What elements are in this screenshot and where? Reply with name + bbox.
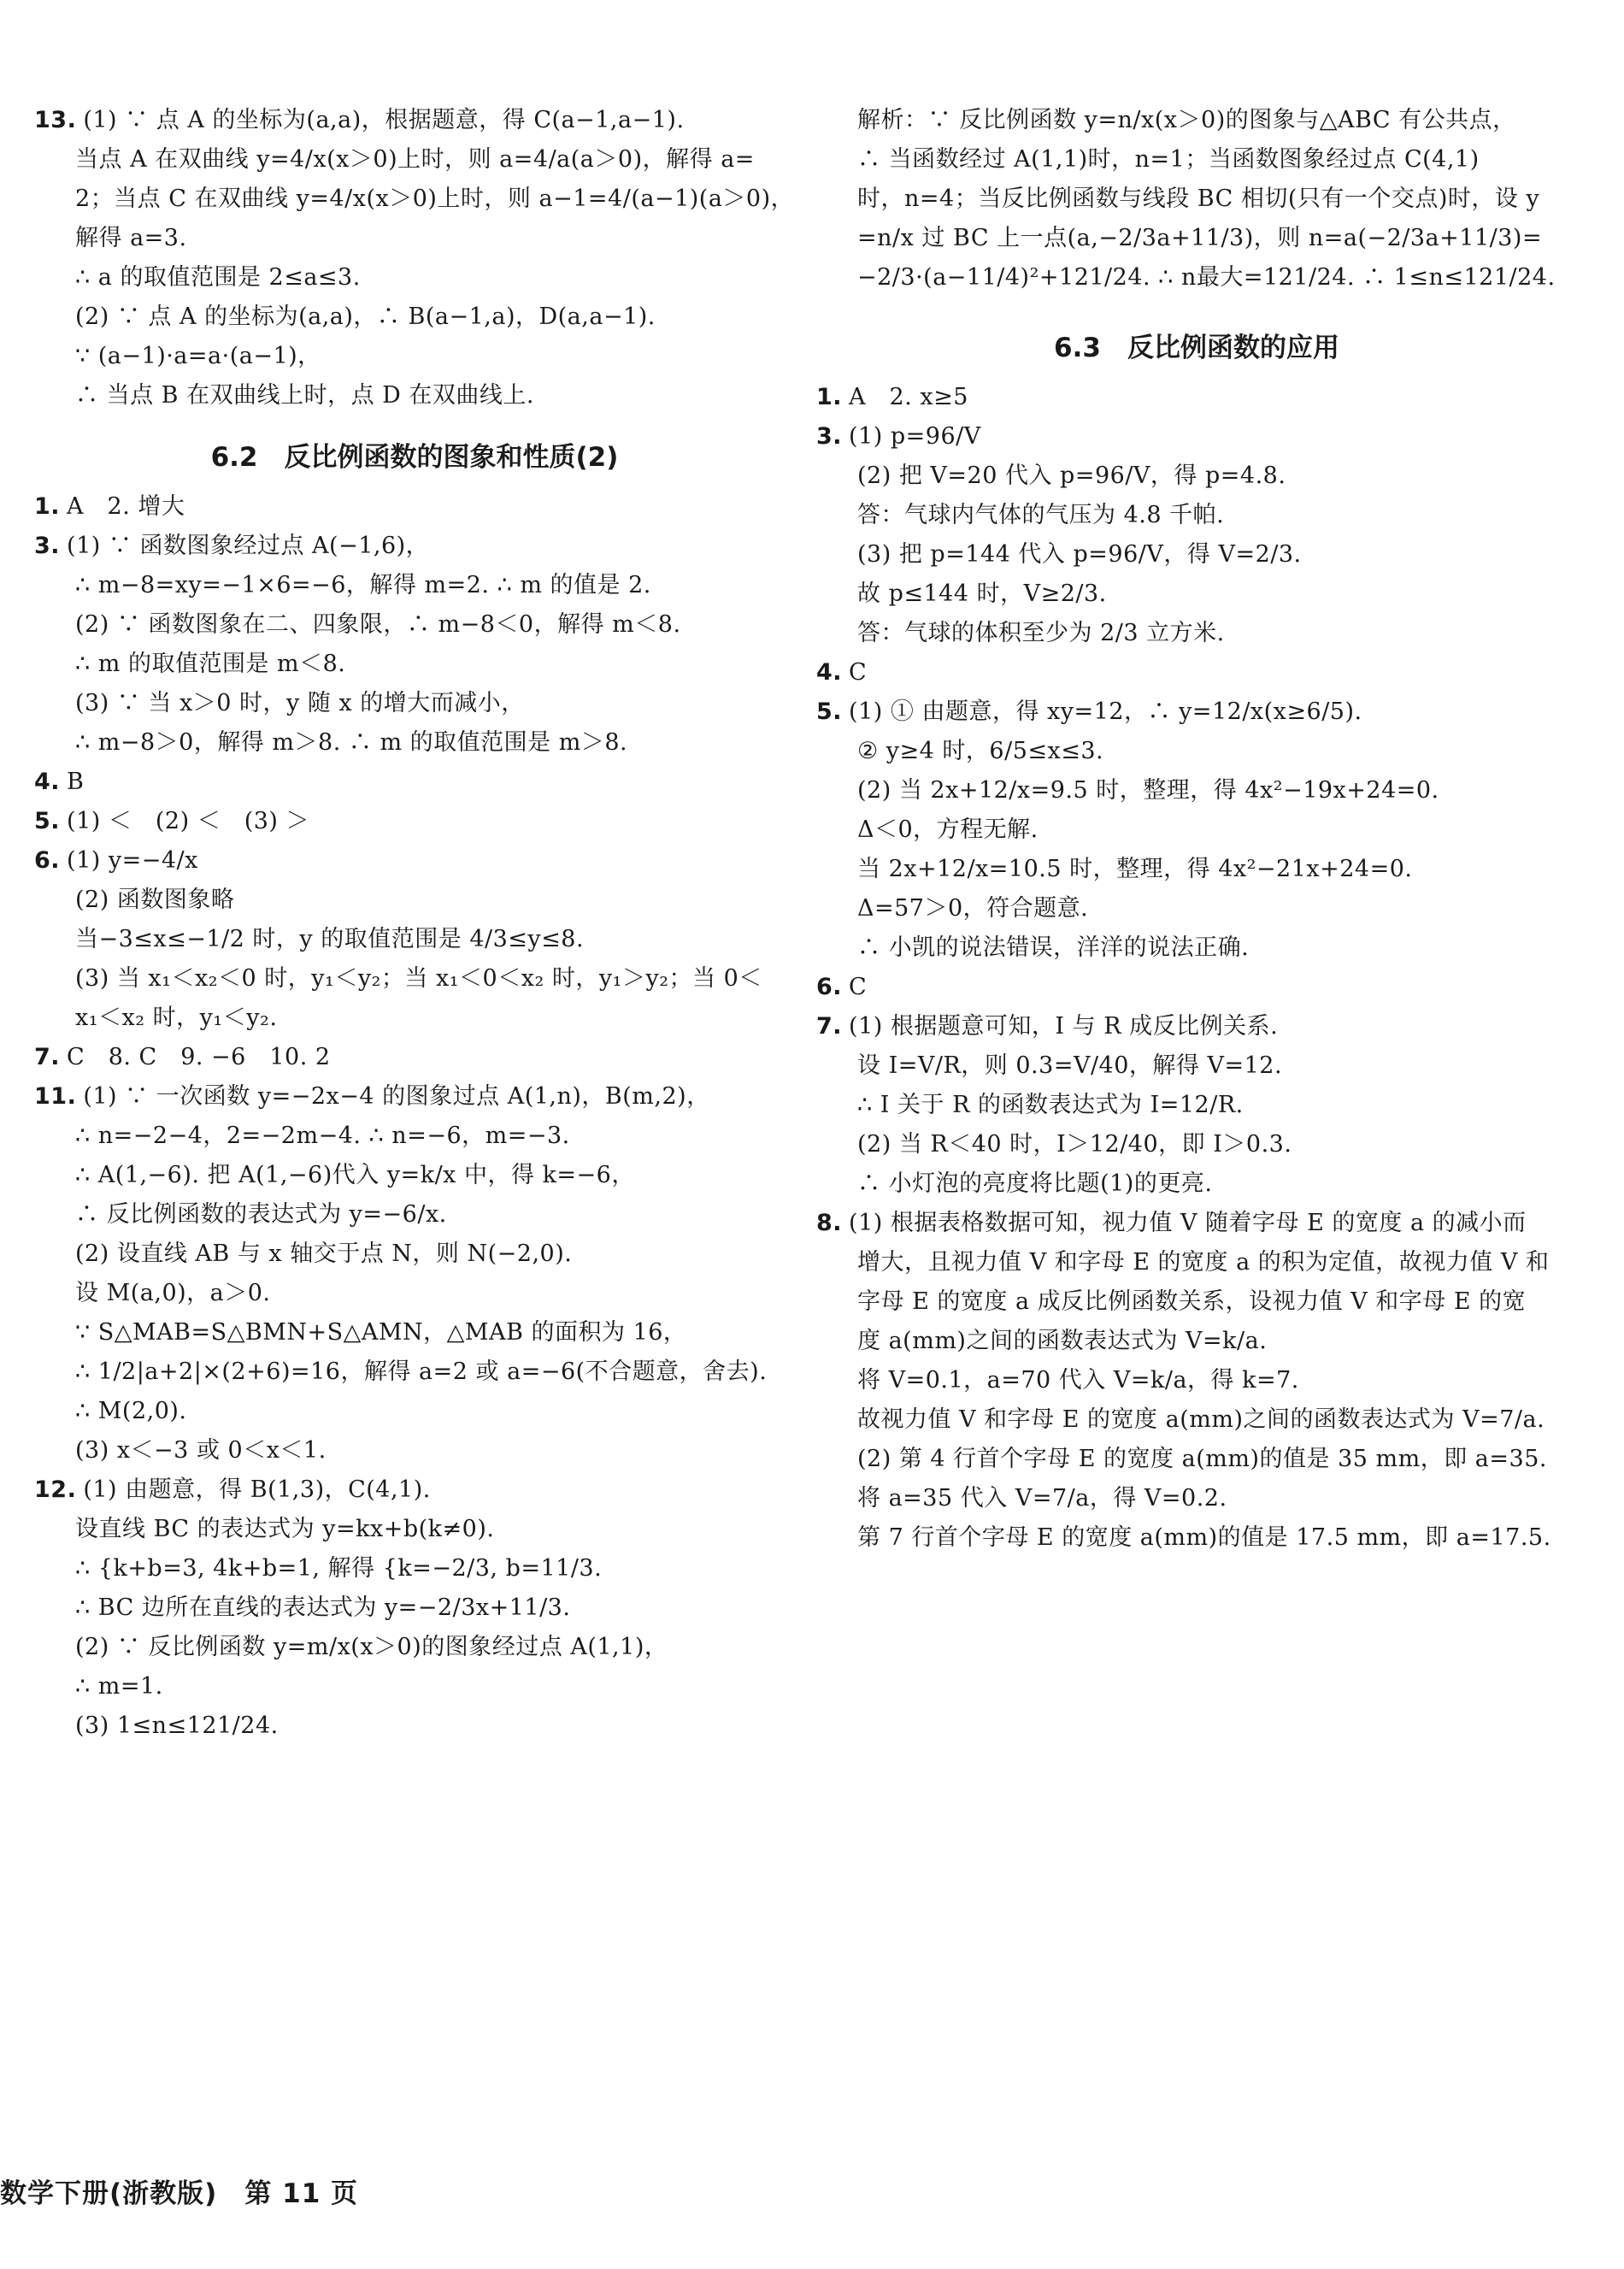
line-text: (2) 第 4 行首个字母 E 的宽度 a(mm)的值是 35 mm，即 a=35. (857, 1446, 1547, 1472)
line-text: (2) 把 V=20 代入 p=96/V，得 p=4.8. (857, 463, 1286, 489)
answer-line (816, 810, 1577, 850)
answer-item (816, 968, 1577, 1007)
answer-line (34, 1706, 795, 1746)
answer-line (34, 1195, 795, 1235)
line-text: (2) ∵ 点 A 的坐标为(a,a)，∴ B(a−1,a)，D(a,a−1). (75, 304, 656, 330)
line-text: (3) 把 p=144 代入 p=96/V，得 V=2/3. (857, 541, 1302, 568)
answer-line (816, 219, 1577, 258)
line-text: ∴ m−8＞0，解得 m＞8. ∴ m 的取值范围是 m＞8. (75, 729, 628, 756)
answer-item (816, 1204, 1577, 1243)
answer-line (34, 1117, 795, 1156)
item-number: 8. (816, 1210, 843, 1236)
answer-line (34, 258, 795, 298)
answer-item (816, 692, 1577, 732)
item-number: 3. (34, 533, 61, 559)
answer-line (34, 1156, 795, 1195)
line-text: 故视力值 V 和字母 E 的宽度 a(mm)之间的函数表达式为 V=7/a. (857, 1406, 1545, 1433)
line-text: Δ=57＞0，符合题意. (857, 895, 1089, 922)
line-text: C 8. C 9. −6 10. 2 (67, 1044, 331, 1070)
answer-line (816, 1400, 1577, 1440)
answer-line (34, 1628, 795, 1667)
answer-line (816, 140, 1577, 180)
line-text: A 2. 增大 (67, 493, 185, 520)
line-text: (1) 根据题意可知，I 与 R 成反比例关系. (849, 1013, 1279, 1040)
line-text: ∴ m 的取值范围是 m＜8. (75, 651, 346, 677)
line-text: 2；当点 C 在双曲线 y=4/x(x＞0)上时，则 a−1=4/(a−1)(a＞0)， (75, 186, 795, 212)
answer-line (816, 535, 1577, 575)
answer-line (816, 614, 1577, 653)
answer-line (34, 1353, 795, 1392)
line-text: 设 I=V/R，则 0.3=V/40，解得 V=12. (857, 1052, 1283, 1079)
answer-item (34, 487, 795, 527)
item-number: 7. (816, 1013, 843, 1040)
line-text: −2/3·(a−11/4)²+121/24. ∴ n最大=121/24. ∴ 1≤n≤121/24. (857, 264, 1556, 291)
answer-line (34, 723, 795, 763)
answer-line (816, 180, 1577, 219)
line-text: (1) 根据表格数据可知，视力值 V 随着字母 E 的宽度 a 的减小而 (849, 1210, 1527, 1236)
line-text: 当−3≤x≤−1/2 时，y 的取值范围是 4/3≤y≤8. (75, 926, 585, 952)
answer-line (34, 1313, 795, 1353)
line-text: 将 V=0.1，a=70 代入 V=k/a，得 k=7. (857, 1367, 1299, 1394)
line-text: (1) ∵ 函数图象经过点 A(−1,6)， (67, 533, 430, 559)
line-text: 将 a=35 代入 V=7/a，得 V=0.2. (857, 1485, 1227, 1512)
line-text: ∴ 当点 B 在双曲线上时，点 D 在双曲线上. (75, 382, 534, 409)
answer-line (34, 959, 795, 999)
line-text: 解得 a=3. (75, 225, 187, 251)
answer-line (816, 1282, 1577, 1322)
line-text: ∴ A(1,−6). 把 A(1,−6)代入 y=k/x 中，得 k=−6， (75, 1162, 635, 1188)
answer-line (816, 928, 1577, 968)
line-text: =n/x 过 BC 上一点(a,−2/3a+11/3)，则 n=a(−2/3a+11/3)= (857, 225, 1543, 251)
line-text: (3) 当 x₁＜x₂＜0 时，y₁＜y₂；当 x₁＜0＜x₂ 时，y₁＞y₂；当 0＜ (75, 965, 762, 992)
answer-line (34, 999, 795, 1038)
line-text: (1) ∵ 一次函数 y=−2x−4 的图象过点 A(1,n)，B(m,2)， (83, 1083, 710, 1110)
line-text: Δ＜0，方程无解. (857, 816, 1039, 843)
line-text: 时，n=4；当反比例函数与线段 BC 相切(只有一个交点)时，设 y (857, 186, 1540, 212)
answer-line (34, 881, 795, 920)
line-text: (3) x＜−3 或 0＜x＜1. (75, 1437, 327, 1464)
page-footer: 数学下册(浙教版) 第 11 页 (0, 2178, 359, 2209)
answer-line (34, 1392, 795, 1431)
answer-line (34, 140, 795, 180)
item-number: 4. (34, 769, 61, 795)
line-text: ∴ a 的取值范围是 2≤a≤3. (75, 264, 361, 291)
item-number: 13. (34, 107, 77, 133)
item-number: 11. (34, 1083, 77, 1110)
answer-item (816, 653, 1577, 692)
line-text: ∴ 1/2|a+2|×(2+6)=16，解得 a=2 或 a=−6(不合题意，舍去). (75, 1358, 768, 1385)
item-number: 7. (34, 1044, 61, 1070)
line-text: ∴ n=−2−4，2=−2m−4. ∴ n=−6，m=−3. (75, 1123, 570, 1149)
answer-line (816, 1046, 1577, 1086)
line-text: (1) y=−4/x (67, 847, 198, 874)
answer-line (34, 566, 795, 605)
answer-line (34, 1274, 795, 1313)
line-text: 字母 E 的宽度 a 成反比例函数关系，设视力值 V 和字母 E 的宽 (857, 1288, 1527, 1315)
line-text: ∴ 小灯泡的亮度将比题(1)的更亮. (857, 1170, 1213, 1197)
item-number: 3. (816, 423, 843, 450)
answer-line (34, 180, 795, 219)
answer-line (816, 1322, 1577, 1361)
answer-item (34, 763, 795, 802)
line-text: ∴ M(2,0). (75, 1398, 187, 1424)
answer-line (34, 684, 795, 723)
line-text: ∴ {k+b=3, 4k+b=1, 解得 {k=−2/3, b=11/3. (75, 1555, 603, 1582)
answer-item (816, 378, 1577, 417)
line-text: (2) ∵ 函数图象在二、四象限，∴ m−8＜0，解得 m＜8. (75, 611, 681, 638)
line-text: (3) 1≤n≤121/24. (75, 1712, 279, 1739)
line-text: (1) p=96/V (849, 423, 981, 450)
answer-line (816, 258, 1577, 298)
answer-item (34, 1038, 795, 1077)
answer-line (34, 1667, 795, 1706)
answer-line (816, 1361, 1577, 1400)
answer-line (34, 298, 795, 337)
line-text: 度 a(mm)之间的函数表达式为 V=k/a. (857, 1328, 1268, 1354)
line-text: ∴ BC 边所在直线的表达式为 y=−2/3x+11/3. (75, 1594, 571, 1621)
answer-item (34, 1077, 795, 1117)
left-column (34, 101, 795, 1746)
item-number: 6. (34, 847, 61, 874)
line-text: (2) 函数图象略 (75, 887, 235, 913)
line-text: ∴ 小凯的说法错误，洋洋的说法正确. (857, 934, 1250, 961)
answer-line (34, 376, 795, 415)
item-number: 12. (34, 1476, 77, 1503)
line-text: (1) ① 由题意，得 xy=12，∴ y=12/x(x≥6/5). (849, 698, 1362, 725)
item-number: 5. (34, 808, 61, 834)
line-text: (2) 设直线 AB 与 x 轴交于点 N，则 N(−2,0). (75, 1241, 573, 1267)
answer-line (34, 219, 795, 258)
line-text: ② y≥4 时，6/5≤x≤3. (857, 738, 1104, 764)
answer-line (816, 771, 1577, 810)
line-text: ∴ 当函数经过 A(1,1)时，n=1；当函数图象经过点 C(4,1) (857, 146, 1480, 173)
line-text: B (67, 769, 85, 795)
line-text: (3) ∵ 当 x＞0 时，y 随 x 的增大而减小， (75, 690, 525, 716)
line-text: 设 M(a,0)，a＞0. (75, 1280, 271, 1306)
answer-line (816, 1125, 1577, 1164)
answer-line (816, 1440, 1577, 1479)
item-number: 4. (816, 659, 843, 686)
line-text: A 2. x≥5 (849, 384, 968, 410)
line-text: C (849, 659, 868, 686)
line-text: 第 7 行首个字母 E 的宽度 a(mm)的值是 17.5 mm，即 a=17.5. (857, 1524, 1551, 1551)
line-text: (1) 由题意，得 B(1,3)，C(4,1). (83, 1476, 431, 1503)
line-text: (2) 当 R＜40 时，I＞12/40，即 I＞0.3. (857, 1131, 1292, 1158)
line-text: 增大，且视力值 V 和字母 E 的宽度 a 的积为定值，故视力值 V 和 (857, 1249, 1550, 1276)
answer-line (34, 1510, 795, 1549)
answer-line (816, 1518, 1577, 1558)
line-text: ∴ m=1. (75, 1673, 163, 1700)
section-heading: 6.3 反比例函数的应用 (1054, 333, 1339, 363)
answer-line (34, 645, 795, 684)
answer-line (34, 605, 795, 645)
line-text: (2) ∵ 反比例函数 y=m/x(x＞0)的图象经过点 A(1,1)， (75, 1634, 668, 1660)
line-text: ∴ 反比例函数的表达式为 y=−6/x. (75, 1201, 447, 1228)
answer-item (34, 527, 795, 566)
answer-item (34, 802, 795, 841)
answer-line (816, 732, 1577, 771)
answer-line (816, 1479, 1577, 1518)
item-number: 1. (34, 493, 61, 520)
line-text: x₁＜x₂ 时，y₁＜y₂. (75, 1005, 278, 1031)
answer-line (34, 1588, 795, 1628)
line-text: ∴ m−8=xy=−1×6=−6，解得 m=2. ∴ m 的值是 2. (75, 572, 651, 598)
answer-line (34, 920, 795, 959)
answer-line (816, 1164, 1577, 1204)
answer-line (34, 337, 795, 376)
line-text: (1) ＜ (2) ＜ (3) ＞ (67, 808, 310, 834)
line-text: 设直线 BC 的表达式为 y=kx+b(k≠0). (75, 1516, 495, 1542)
answer-item (34, 841, 795, 881)
line-text: ∴ I 关于 R 的函数表达式为 I=12/R. (857, 1092, 1244, 1118)
line-text: ∵ (a−1)·a=a·(a−1)， (75, 343, 321, 369)
line-text: 答：气球的体积至少为 2/3 立方米. (857, 620, 1225, 646)
answer-line (816, 850, 1577, 889)
answer-line (816, 101, 1577, 140)
answer-line (34, 1235, 795, 1274)
answer-line (816, 1086, 1577, 1125)
answer-line (816, 575, 1577, 614)
right-column (816, 101, 1577, 1558)
answer-line (34, 1431, 795, 1470)
answer-line (816, 1243, 1577, 1282)
answer-line (816, 457, 1577, 496)
answer-item (816, 417, 1577, 457)
item-number: 6. (816, 974, 843, 1000)
item-number: 1. (816, 384, 843, 410)
answer-line (816, 889, 1577, 928)
line-text: (2) 当 2x+12/x=9.5 时，整理，得 4x²−19x+24=0. (857, 777, 1439, 804)
item-number: 5. (816, 698, 843, 725)
answer-item (34, 1470, 795, 1510)
line-text: 当 2x+12/x=10.5 时，整理，得 4x²−21x+24=0. (857, 856, 1413, 882)
answer-line (34, 1549, 795, 1588)
line-text: ∵ S△MAB=S△BMN+S△AMN，△MAB 的面积为 16， (75, 1319, 687, 1346)
line-text: 故 p≤144 时，V≥2/3. (857, 581, 1107, 607)
section-heading: 6.2 反比例函数的图象和性质(2) (210, 442, 619, 473)
line-text: 答：气球内气体的气压为 4.8 千帕. (857, 502, 1225, 528)
line-text: 当点 A 在双曲线 y=4/x(x＞0)上时，则 a=4/a(a＞0)，解得 a= (75, 146, 755, 173)
answer-line (816, 496, 1577, 535)
answer-item (34, 101, 795, 140)
line-text: 解析：∵ 反比例函数 y=n/x(x＞0)的图象与△ABC 有公共点， (857, 107, 1516, 133)
answer-item (816, 1007, 1577, 1046)
line-text: C (849, 974, 868, 1000)
line-text: (1) ∵ 点 A 的坐标为(a,a)，根据题意，得 C(a−1,a−1). (83, 107, 685, 133)
